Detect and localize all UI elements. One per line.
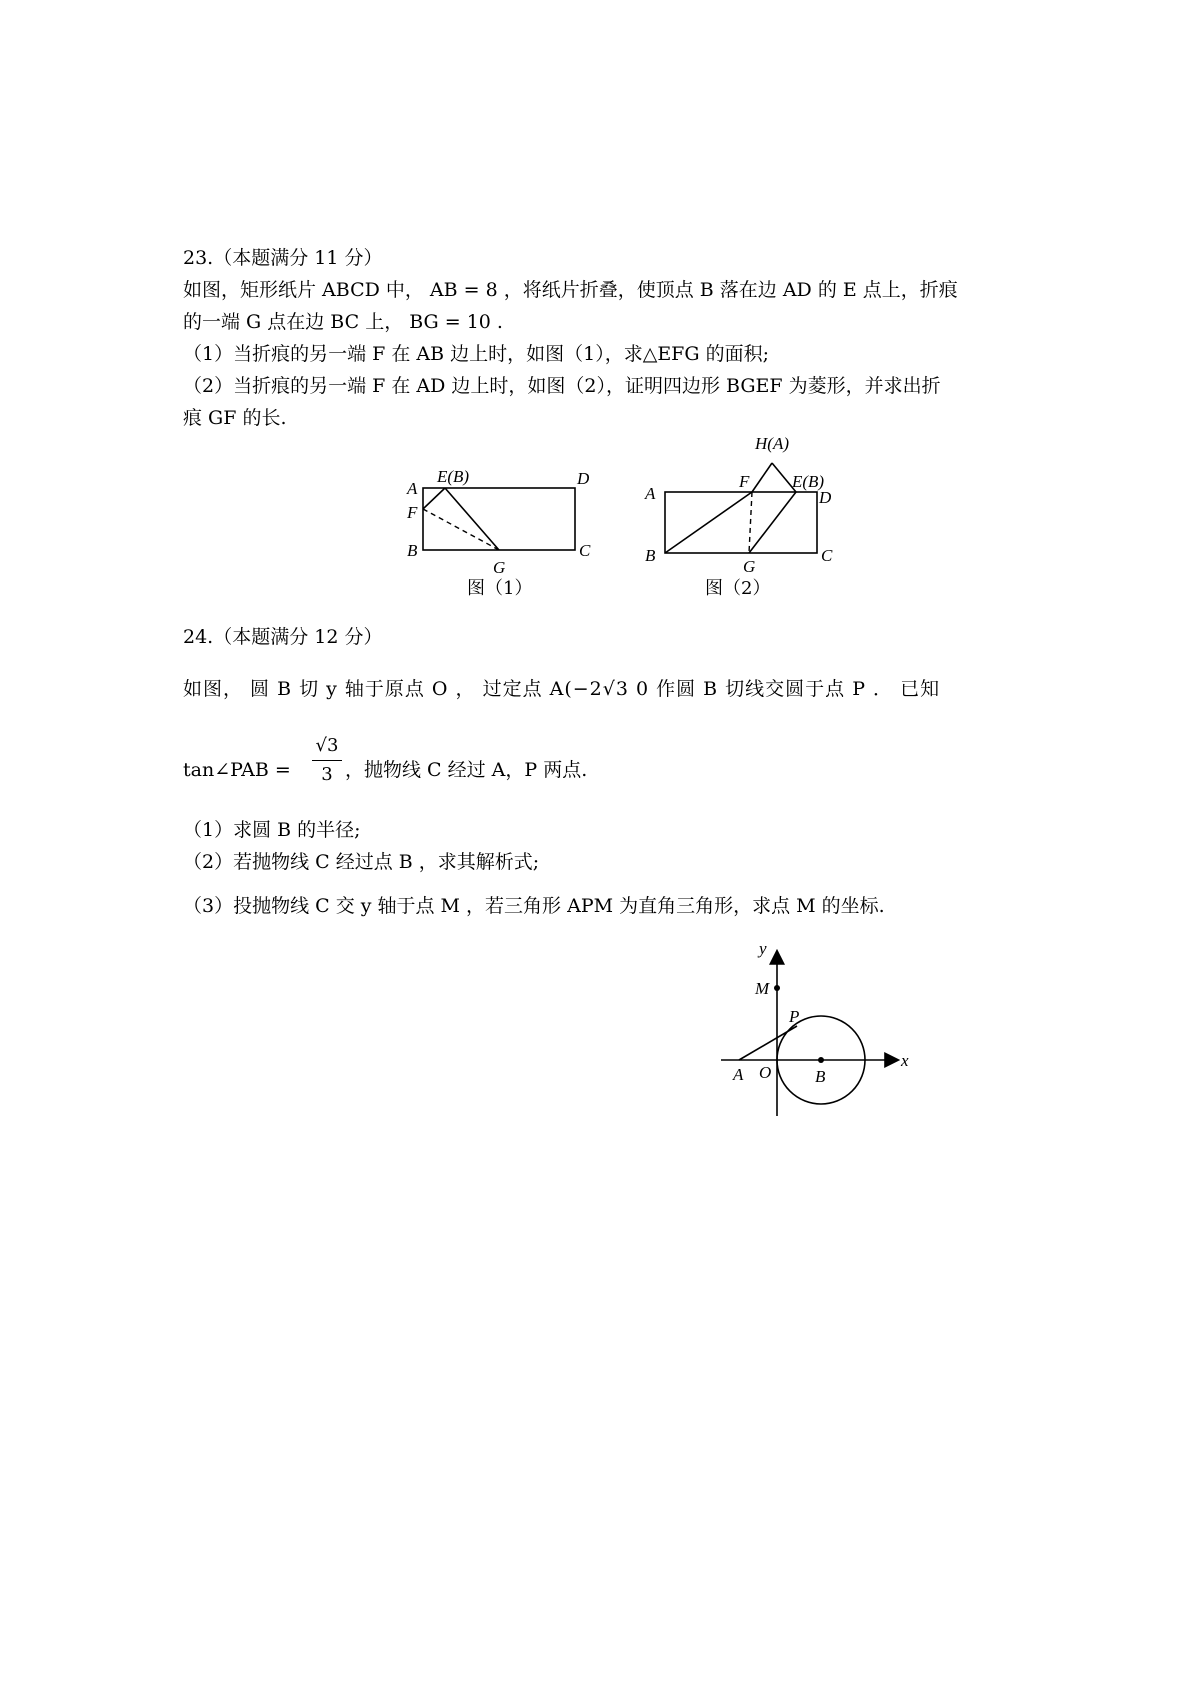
fig2-label-c: C <box>821 546 833 565</box>
problem-24-question-3: （3）投抛物线 C 交 y 轴于点 M ，若三角形 APM 为直角三角形，求点 M 的坐标. <box>183 895 885 917</box>
fig1-label-b: B <box>407 541 418 560</box>
fold-line-fg <box>749 492 752 553</box>
problem-24-heading: 24.（本题满分 12 分） <box>183 626 383 648</box>
fraction-numerator: √3 <box>315 735 339 756</box>
fig1-label-e-b: E(B) <box>437 467 470 486</box>
problem-23-question-1: （1）当折痕的另一端 F 在 AB 边上时，如图（1），求△EFG 的面积; <box>183 343 769 365</box>
segment-ge <box>749 492 796 553</box>
rectangle-abcd <box>423 488 575 550</box>
problem-23-text-line-1: 如图，矩形纸片 ABCD 中， AB = 8 ，将纸片折叠，使顶点 B 落在边 AD 的 E 点上，折痕 <box>183 279 958 301</box>
problem-23-question-2-cont: 痕 GF 的长. <box>183 407 287 429</box>
label-o: O <box>759 1063 772 1082</box>
fig2-label-g: G <box>743 557 756 576</box>
figure-1-folded-rectangle <box>395 460 605 600</box>
label-b: B <box>815 1067 826 1086</box>
fraction-denominator: 3 <box>321 764 333 785</box>
problem-24-question-2: （2）若抛物线 C 经过点 B ，求其解析式; <box>183 851 540 873</box>
tan-expression-suffix: ，抛物线 C 经过 A，P 两点. <box>345 759 588 781</box>
figure-circle-tangent <box>715 940 915 1120</box>
problem-24-text-line-1: 如图， 圆 B 切 y 轴于原点 O ， 过定点 A(−2√3 0 作圆 B 切线交圆于点 P ． 已知 <box>183 678 941 700</box>
fig2-label-a: A <box>645 484 656 503</box>
fig1-label-g: G <box>493 558 506 577</box>
label-y: y <box>759 939 767 958</box>
fig2-label-e-b: E(B) <box>792 472 825 491</box>
fig1-label-f: F <box>407 503 418 522</box>
problem-23-question-2: （2）当折痕的另一端 F 在 AD 边上时，如图（2），证明四边形 BGEF 为菱形，并求出折 <box>183 375 941 397</box>
fig1-caption: 图（1） <box>467 578 533 599</box>
segment-eg <box>445 488 499 550</box>
fold-line-fg <box>423 509 499 550</box>
fig2-label-d: D <box>819 488 832 507</box>
fig2-label-b: B <box>645 546 656 565</box>
label-m: M <box>755 979 770 998</box>
segment-fh <box>752 463 772 492</box>
fig2-label-f: F <box>739 472 750 491</box>
fig1-label-a: A <box>407 479 418 498</box>
tangent-line-ap <box>739 1026 797 1060</box>
problem-23-text-line-2: 的一端 G 点在边 BC 上， BG = 10 . <box>183 311 503 333</box>
label-a: A <box>733 1065 744 1084</box>
tan-expression-prefix: tan∠PAB = <box>183 759 291 781</box>
rectangle-abcd <box>665 492 817 553</box>
fig2-label-h-a: H(A) <box>755 434 789 453</box>
fig1-label-c: C <box>579 541 591 560</box>
label-p: P <box>789 1007 800 1026</box>
fig1-label-d: D <box>577 469 590 488</box>
fig2-caption: 图（2） <box>705 578 771 599</box>
fraction-bar <box>312 760 342 761</box>
point-b <box>818 1057 824 1063</box>
problem-23-heading: 23.（本题满分 11 分） <box>183 247 383 269</box>
label-x: x <box>901 1051 909 1070</box>
segment-bf <box>665 492 752 553</box>
segment-fe <box>423 488 445 509</box>
figure-2-folded-rectangle <box>635 425 845 600</box>
point-m <box>774 985 780 991</box>
tan-fraction <box>312 735 342 786</box>
problem-24-question-1: （1）求圆 B 的半径; <box>183 819 361 841</box>
